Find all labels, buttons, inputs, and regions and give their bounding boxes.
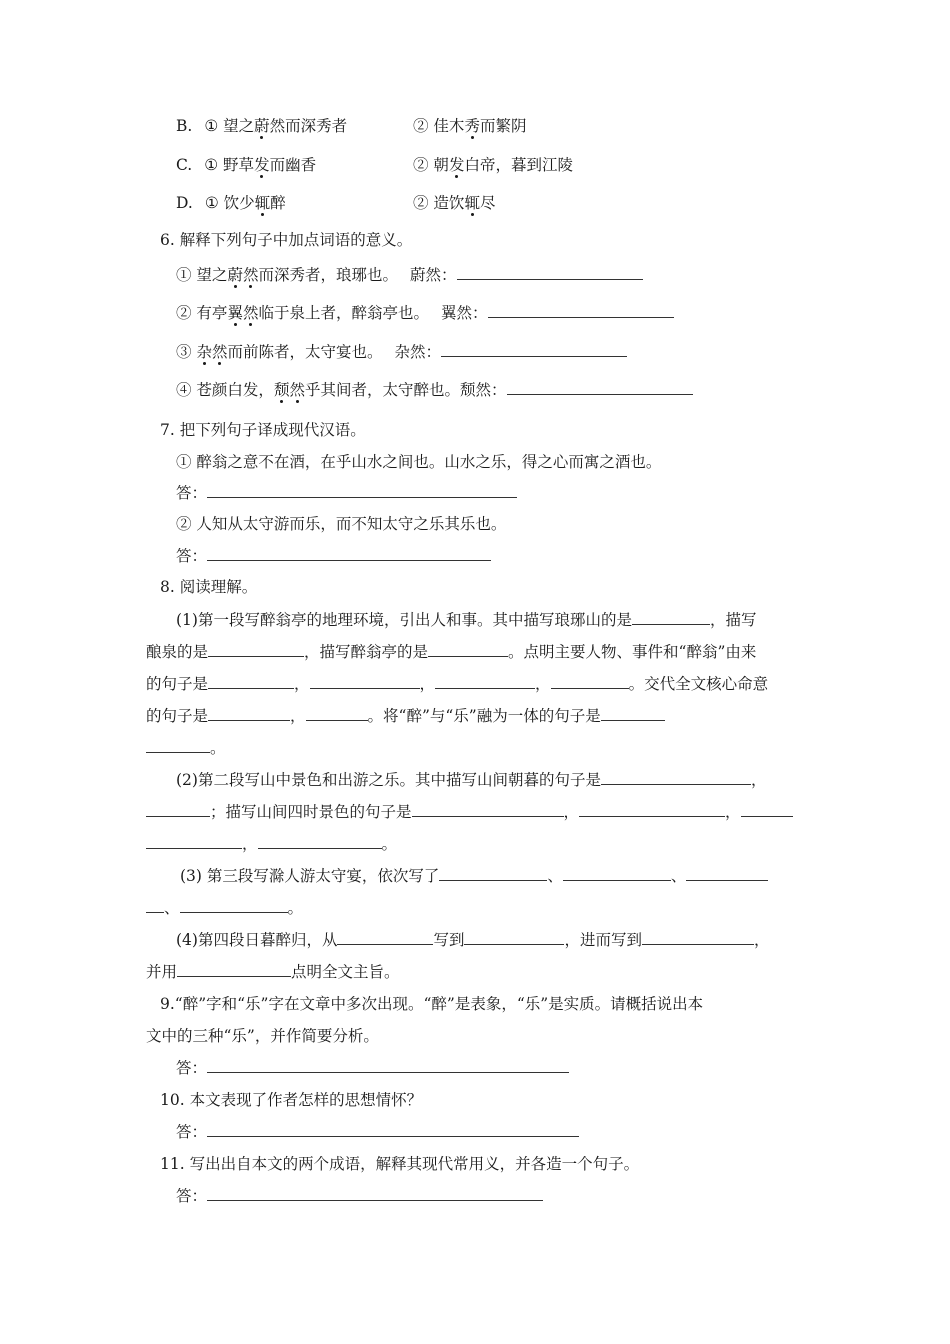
text-segment: ① 望之: [176, 266, 228, 284]
q8-part3-line1: [180, 865, 768, 887]
q8-part1-line1: [176, 609, 756, 631]
text-segment: ② 佳木: [413, 117, 465, 135]
text-segment: ② 朝: [413, 156, 449, 174]
text-segment: ② 有亭: [176, 304, 228, 322]
text-segment: ③: [176, 343, 197, 361]
emphasis-dot-char: 颓: [273, 381, 290, 399]
text-segment: 答：: [176, 1059, 208, 1077]
text-segment: 。: [210, 739, 226, 757]
text-segment: (4)第四段日暮醉归，从: [176, 931, 338, 949]
emphasis-dot-char: 辄: [464, 194, 480, 212]
q5-option-c: [176, 154, 316, 176]
emphasis-dot-char: 发: [448, 156, 465, 174]
text-segment: 。: [381, 835, 398, 853]
text-segment: 翼然：: [440, 304, 488, 322]
text-segment: ，进而写到: [564, 931, 642, 949]
answer-blank[interactable]: [632, 610, 710, 625]
answer-blank[interactable]: [488, 303, 674, 318]
answer-blank[interactable]: [601, 706, 665, 721]
emphasis-dot-char: 然: [289, 381, 305, 399]
answer-blank[interactable]: [207, 1058, 569, 1073]
text-segment: 答：: [176, 547, 208, 565]
q8-part4-line2: [146, 961, 400, 983]
answer-blank[interactable]: [457, 265, 643, 280]
q8-part2-line1: [176, 769, 766, 791]
text-segment: 乎其间者，太守醉也。: [304, 381, 460, 399]
q8-part1-line4: [146, 705, 665, 727]
text-segment: 临于泉上者，醉翁亭也。: [258, 304, 429, 322]
q5-option-d-second: [413, 192, 495, 214]
q6-title: 6. 解释下列句子中加点词语的意义。: [160, 231, 413, 249]
text-segment: 。交代全文核心命意: [628, 675, 769, 693]
answer-blank[interactable]: [208, 642, 304, 657]
answer-blank[interactable]: [310, 674, 420, 689]
emphasis-dot-char: 然: [242, 304, 259, 322]
answer-blank[interactable]: [464, 930, 564, 945]
text-segment: D.: [176, 194, 193, 212]
text-segment: 。点明主要人物、事件和“醉翁”由来: [508, 643, 757, 661]
answer-blank[interactable]: [180, 898, 288, 913]
q9-line1: 9.“醉”字和“乐”字在文章中多次出现。“醉”是表象，“乐”是实质。请概括说出本: [160, 995, 704, 1013]
answer-blank[interactable]: [207, 483, 517, 498]
q7-answer-1: [176, 482, 517, 504]
answer-blank[interactable]: [337, 930, 433, 945]
text-segment: 颓然：: [459, 381, 507, 399]
text-segment: 而深秀者，琅琊也。: [258, 266, 398, 284]
text-segment: ，: [750, 771, 767, 789]
text-segment: (2)第二段写山中景色和出游之乐。其中描写山间朝暮的句子是: [176, 771, 601, 789]
text-segment: 杂然：: [394, 343, 441, 361]
text-segment: 白帝，暮到江陵: [464, 156, 573, 174]
text-segment: ，描写: [709, 611, 757, 629]
q10-answer: [176, 1121, 579, 1143]
text-segment: C.: [176, 156, 193, 174]
text-segment: ，描写醉翁亭的是: [304, 643, 429, 661]
emphasis-dot-char: 蔚: [254, 117, 270, 135]
text-segment: 然而深秀者: [269, 117, 348, 135]
q8-part3-line2: [146, 897, 303, 919]
text-segment: 而繁阴: [479, 117, 527, 135]
text-segment: 。将“醉”与“乐”融为一体的句子是: [367, 707, 601, 725]
answer-blank[interactable]: [208, 674, 294, 689]
answer-blank[interactable]: [208, 706, 290, 721]
text-segment: 的句子是: [146, 707, 209, 725]
text-segment: 点明全文主旨。: [291, 963, 400, 981]
q11-answer: [176, 1185, 543, 1207]
text-segment: 、: [164, 899, 180, 917]
text-segment: 答：: [176, 484, 208, 502]
answer-blank[interactable]: [412, 802, 564, 817]
emphasis-dot-char: 翼: [227, 304, 243, 322]
q8-part1-line2: [146, 641, 756, 663]
text-segment: ① 望之: [204, 117, 255, 135]
text-segment: 而幽香: [269, 156, 317, 174]
answer-blank[interactable]: [439, 866, 547, 881]
q8-title: 8. 阅读理解。: [160, 578, 258, 596]
q5-option-d: [176, 192, 286, 214]
text-segment: 答：: [176, 1187, 208, 1205]
text-segment: ① 饮少: [204, 194, 255, 212]
text-segment: 醉: [270, 194, 286, 212]
text-segment: ；描写山间四时景色的句子是: [210, 803, 412, 821]
q5-option-b: [176, 115, 347, 137]
text-segment: ，: [294, 675, 310, 693]
text-segment: B.: [176, 117, 193, 135]
text-segment: ，: [754, 931, 770, 949]
text-segment: 蔚然：: [409, 266, 457, 284]
q7-sentence-1: ① 醉翁之意不在酒，在乎山水之间也。山水之乐，得之心而寓之酒也。: [176, 453, 662, 471]
text-segment: ，: [290, 707, 306, 725]
answer-blank[interactable]: [551, 674, 629, 689]
text-segment: (1)第一段写醉翁亭的地理环境，引出人和事。其中描写琅琊山的是: [176, 611, 632, 629]
answer-blank[interactable]: [441, 342, 627, 357]
emphasis-dot-char: 辄: [254, 194, 271, 212]
answer-blank[interactable]: [428, 642, 508, 657]
q6-item-2: [176, 302, 674, 324]
text-segment: ，: [535, 675, 551, 693]
q6-item-4: [176, 379, 693, 401]
q7-title: 7. 把下列句子译成现代汉语。: [160, 421, 366, 439]
q7-answer-2: [176, 545, 491, 567]
answer-blank[interactable]: [146, 898, 164, 913]
answer-blank[interactable]: [207, 1186, 543, 1201]
answer-blank[interactable]: [258, 834, 382, 849]
answer-blank[interactable]: [507, 380, 693, 395]
answer-blank[interactable]: [177, 962, 291, 977]
text-segment: 并用: [146, 963, 178, 981]
text-segment: 而前陈者，太守宴也。: [227, 343, 383, 361]
answer-blank[interactable]: [579, 802, 725, 817]
answer-blank[interactable]: [207, 546, 491, 561]
answer-blank[interactable]: [146, 834, 242, 849]
text-segment: ，: [563, 803, 580, 821]
emphasis-dot-char: 然: [211, 343, 228, 361]
text-segment: ，: [419, 675, 436, 693]
answer-blank[interactable]: [207, 1122, 579, 1137]
text-segment: 答：: [176, 1123, 208, 1141]
text-segment: 。: [287, 899, 304, 917]
answer-blank[interactable]: [642, 930, 754, 945]
text-segment: 、: [670, 867, 687, 885]
text-segment: 、: [547, 867, 563, 885]
text-segment: 的句子是: [146, 675, 209, 693]
answer-blank[interactable]: [146, 802, 210, 817]
answer-blank[interactable]: [741, 802, 793, 817]
text-segment: 写到: [433, 931, 465, 949]
q10-title: 10. 本文表现了作者怎样的思想情怀？: [160, 1091, 423, 1109]
q5-option-b-second: [413, 115, 526, 137]
q8-part4-line1: [176, 929, 770, 951]
text-segment: (3) 第三段写滁人游太守宴，依次写了: [180, 867, 440, 885]
q11-title: 11. 写出出自本文的两个成语，解释其现代常用义，并各造一个句子。: [160, 1155, 640, 1173]
q9-line2: 文中的三种“乐”，并作简要分析。: [146, 1027, 379, 1045]
emphasis-dot-char: 然: [242, 266, 259, 284]
q7-sentence-2: ② 人知从太守游而乐，而不知太守之乐其乐也。: [176, 515, 507, 533]
text-segment: ，: [242, 835, 258, 853]
q6-item-3: [176, 341, 627, 363]
answer-blank[interactable]: [563, 866, 671, 881]
emphasis-dot-char: 蔚: [227, 266, 243, 284]
emphasis-dot-char: 秀: [464, 117, 480, 135]
q8-part1-line3: [146, 673, 768, 695]
answer-blank[interactable]: [601, 770, 751, 785]
q9-answer: [176, 1057, 569, 1079]
q6-item-1: [176, 264, 643, 286]
text-segment: ② 造饮: [413, 194, 465, 212]
q8-part1-line5: [146, 737, 226, 759]
text-segment: 酿泉的是: [146, 643, 209, 661]
emphasis-dot-char: 发: [254, 156, 270, 174]
q8-part2-line3: [146, 833, 397, 855]
text-segment: 尽: [479, 194, 496, 212]
emphasis-dot-char: 杂: [196, 343, 212, 361]
answer-blank[interactable]: [686, 866, 768, 881]
answer-blank[interactable]: [435, 674, 535, 689]
answer-blank[interactable]: [306, 706, 368, 721]
text-segment: ① 野草: [204, 156, 255, 174]
answer-blank[interactable]: [146, 738, 210, 753]
text-segment: ④ 苍颜白发，: [176, 381, 274, 399]
q8-part2-line2: [146, 801, 793, 823]
text-segment: ，: [725, 803, 741, 821]
q5-option-c-second: [413, 154, 573, 176]
